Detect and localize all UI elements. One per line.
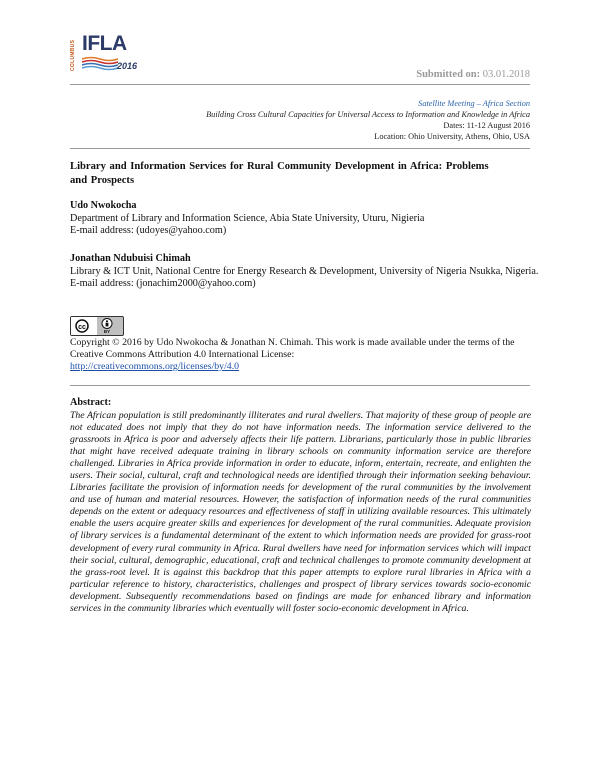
copyright-text: Copyright © 2016 by Udo Nwokocha & Jonathan N. Chimah. This work is made available under the terms of the Creative Commons Attribution 4.0 International License:	[70, 337, 515, 360]
submitted-date	[416, 69, 530, 80]
author-block	[70, 253, 540, 291]
author-affiliation: Department of Library and Information Science, Abia State University, Uturu, Nigieria	[70, 212, 425, 224]
conference-header	[206, 98, 530, 142]
abstract-label: Abstract:	[70, 397, 112, 408]
license-link[interactable]: http://creativecommons.org/licenses/by/4.0	[70, 361, 240, 372]
cc-icon	[75, 319, 89, 333]
copyright-notice	[70, 337, 540, 373]
abstract-text: The African population is still predominantly illiterates and rural dwellers. That majority of these group of people are not educated does not imply that they do not have information needs. The information service delivered to the grassroots in Africa is poor and adversely affects their life pattern. Librarians, particularly those in public libraries that might have received adequate training in library schools on community information service are therefore challenged. Libraries in Africa provide information in order to educate, inform, entertain, recreate, and enlighten the users. Their social, cultural, craft and technological needs are identified through their information seeking behaviour. Libraries facilitate the provision of information needs for development of the rural communities by the involvement and use of human and material resources. However, the satisfaction of information needs of the rural communities depends on the extent or adequacy resources and effectiveness of staff in utilizing available resources. This ultimately enable the users acquire greater skills and experiences for development of the rural communities. Adequate provision of library services is a fundamental determinant of the extent to which information needs are provided for grass-root development of every rural community in Africa. Rural dwellers have need for information services which will impact their social, cultural, demographic, educational, craft and technical challenges to promote community development at the grass-root level. It is against this backdrop that this paper attempts to explore rural libraries in Africa with a particular reference to history, characteristics, challenges and prospect of library services towards socio-economic development. Subsequently recommendations based on findings are made for enhanced library and information services in the community libraries which eventually will foster socio-economic development in Africa.	[70, 409, 531, 614]
paper-title: Library and Information Services for Rural Community Development in Africa: Problems and Prospects	[70, 161, 489, 186]
conference-dates: Dates: 11-12 August 2016	[443, 121, 530, 130]
header-divider	[70, 84, 530, 85]
logo-city: COLUMBUS	[70, 39, 76, 71]
ifla-logo	[70, 32, 150, 76]
author-email: E-mail address: (jonachim2000@yahoo.com)	[70, 278, 256, 289]
logo-waves-graphic	[82, 56, 118, 72]
author-name: Udo Nwokocha	[70, 200, 137, 211]
author-email: E-mail address: (udoyes@yahoo.com)	[70, 225, 227, 236]
abstract-section	[70, 397, 531, 615]
cc-license-badge[interactable]	[70, 316, 124, 336]
conference-name: Building Cross Cultural Capacities for Universal Access to Information and Knowledge in Africa	[206, 110, 530, 119]
conference-location: Location: Ohio University, Athens, Ohio, USA	[374, 132, 530, 141]
submitted-label: Submitted on:	[416, 69, 481, 80]
title-divider	[70, 148, 530, 149]
author-name: Jonathan Ndubuisi Chimah	[70, 253, 191, 264]
logo-year: 2016	[117, 61, 138, 71]
cc-icon-label: cc	[78, 323, 86, 331]
logo-org: IFLA	[82, 32, 127, 55]
submitted-value: 03.01.2018	[482, 69, 530, 80]
by-label: BY	[103, 329, 111, 334]
satellite-meeting: Satellite Meeting – Africa Section	[418, 99, 530, 108]
author-affiliation: Library & ICT Unit, National Centre for Energy Research & Development, University of Nigeria Nsukka, Nigeria.	[70, 265, 539, 277]
abstract-divider	[70, 385, 530, 386]
attribution-person-icon	[101, 318, 113, 329]
author-block	[70, 200, 540, 238]
